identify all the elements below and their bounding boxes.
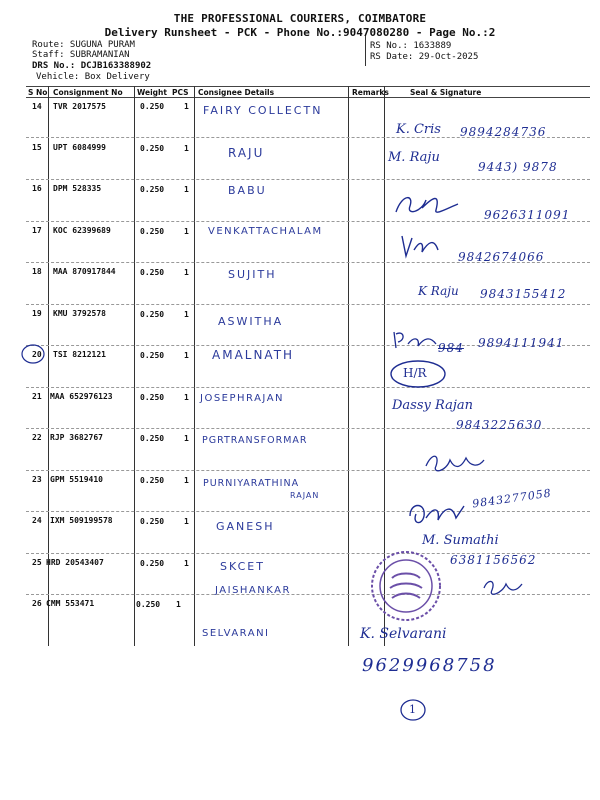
row-pcs: 1 <box>184 227 189 236</box>
col-consignee: Consignee Details <box>198 88 275 97</box>
row-pcs: 1 <box>176 600 181 609</box>
vehicle-label: Vehicle: Box Delivery <box>36 72 150 82</box>
row-pcs: 1 <box>184 310 189 319</box>
row-weight: 0.250 <box>140 517 165 526</box>
signature-row18: K Raju <box>418 284 459 298</box>
page-mark: 1 <box>409 703 417 716</box>
row-sno: 19 <box>32 309 42 318</box>
col-seal-signature: Seal & Signature <box>410 88 482 97</box>
row-pcs: 1 <box>184 434 189 443</box>
row-sno: 17 <box>32 226 42 235</box>
col-pcs: PCS <box>172 88 189 97</box>
row-consignment: DPM 528335 <box>53 184 102 193</box>
sno-circle-mark <box>20 343 46 365</box>
meta-divider <box>365 36 366 66</box>
row-pcs: 1 <box>184 102 189 111</box>
header-bottom-border <box>26 97 590 98</box>
row-consignee: AMALNATH <box>212 348 295 362</box>
row-consignee: PURNIYARATHINA <box>203 478 300 489</box>
row-consignee: GANESH <box>216 520 275 533</box>
col-consignment: Consignment No <box>53 88 123 97</box>
signature-row23 <box>404 496 474 532</box>
row-sno: 18 <box>32 267 42 276</box>
signature-row17 <box>398 230 444 262</box>
route-label: Route: SUGUNA PURAM <box>32 40 135 50</box>
row-weight: 0.250 <box>140 227 165 236</box>
row-sno: 21 <box>32 392 42 401</box>
runsheet-subtitle: Delivery Runsheet - PCK - Phone No.:9047080280 - Page No.:2 <box>104 26 496 39</box>
row-consignment: TVR 2017575 <box>53 102 106 111</box>
phone-row16: 9626311091 <box>484 208 571 222</box>
row-consignee-line2: RAJAN <box>290 491 320 500</box>
row-weight: 0.250 <box>140 268 165 277</box>
row-consignee: SELVARANI <box>202 628 270 639</box>
row-consignee: BABU <box>228 184 267 197</box>
rs-number: RS No.: 1633889 <box>370 41 452 51</box>
row-consignee: SKCET <box>220 560 265 573</box>
row-divider <box>26 179 590 180</box>
row-consignment: IXM 509199578 <box>50 516 113 525</box>
row-pcs: 1 <box>184 144 189 153</box>
phone-row21: 9843225630 <box>456 418 543 432</box>
row-consignment: RJP 3682767 <box>50 433 103 442</box>
phone-row17: 9842674066 <box>458 250 545 264</box>
row-weight: 0.250 <box>140 434 165 443</box>
phone-row24: 6381156562 <box>450 553 537 567</box>
row-weight: 0.250 <box>140 351 165 360</box>
signature-row25 <box>478 572 528 600</box>
row-consignee: JOSEPHRAJAN <box>200 393 285 404</box>
row-weight: 0.250 <box>140 310 165 319</box>
row-pcs: 1 <box>184 517 189 526</box>
col-remarks: Remarks <box>352 88 389 97</box>
row-consignment: KOC 62399689 <box>53 226 111 235</box>
row-consignee: ASWITHA <box>218 315 284 328</box>
row-weight: 0.250 <box>140 185 165 194</box>
row-consignment: KMU 3792578 <box>53 309 106 318</box>
col-sno: S No <box>28 88 48 97</box>
col-weight: Weight <box>137 88 167 97</box>
row-sno: 22 <box>32 433 42 442</box>
row-consignment: HRD 20543407 <box>46 558 104 567</box>
table-top-border <box>26 86 590 87</box>
row-weight: 0.250 <box>140 144 165 153</box>
phone-row15: 9443) 9878 <box>478 160 558 174</box>
company-stamp <box>368 548 444 624</box>
row-sno: 16 <box>32 184 42 193</box>
row-divider <box>26 387 590 388</box>
row-pcs: 1 <box>184 268 189 277</box>
phone-row20: 9894111941 <box>478 336 565 350</box>
signature-row26: K. Selvarani <box>360 626 447 642</box>
row-sno: 20 <box>32 350 42 359</box>
col-divider-3 <box>194 86 195 646</box>
phone-row26: 9629968758 <box>362 655 497 676</box>
row-pcs: 1 <box>184 393 189 402</box>
signature-row21: Dassy Rajan <box>392 398 473 413</box>
row-pcs: 1 <box>184 559 189 568</box>
company-title: THE PROFESSIONAL COURIERS, COIMBATORE <box>173 12 427 25</box>
row-consignee: SUJITH <box>228 268 277 281</box>
row-consignment: MAA 870917844 <box>53 267 116 276</box>
row-divider <box>26 470 590 471</box>
hr-badge-text: H/R <box>403 366 427 380</box>
phone-row18: 9843155412 <box>480 287 567 301</box>
row-sno: 26 <box>32 599 42 608</box>
row-weight: 0.250 <box>140 393 165 402</box>
signature-row16 <box>392 190 472 220</box>
row-sno: 24 <box>32 516 42 525</box>
col-divider-4 <box>348 86 349 646</box>
row-consignment: CMM 553471 <box>46 599 95 608</box>
row-consignment: GPM 5519410 <box>50 475 103 484</box>
signature-row24: M. Sumathi <box>422 533 499 548</box>
row-consignee: RAJU <box>228 146 265 160</box>
row-weight: 0.250 <box>140 476 165 485</box>
phone-row14: 9894284736 <box>460 125 547 139</box>
row-divider <box>26 304 590 305</box>
row-sno: 23 <box>32 475 42 484</box>
row-sno: 14 <box>32 102 42 111</box>
row-consignee-line2: JAISHANKAR <box>215 585 291 596</box>
signature-row20 <box>390 328 440 354</box>
row-pcs: 1 <box>184 185 189 194</box>
row-consignment: TSI 8212121 <box>53 350 106 359</box>
staff-label: Staff: SUBRAMANIAN <box>32 50 130 60</box>
row-consignee: PGRTRANSFORMAR <box>202 435 308 446</box>
row-pcs: 1 <box>184 351 189 360</box>
signature-row22 <box>420 448 490 476</box>
row-sno: 25 <box>32 558 42 567</box>
row-weight: 0.250 <box>140 102 165 111</box>
row-weight: 0.250 <box>140 559 165 568</box>
row-weight: 0.250 <box>136 600 161 609</box>
struck-digits: 984 <box>438 341 464 355</box>
row-divider <box>26 511 590 512</box>
row-sno: 15 <box>32 143 42 152</box>
signature-row14: K. Cris <box>396 122 441 137</box>
row-consignment: MAA 652976123 <box>50 392 113 401</box>
signature-row15: M. Raju <box>388 150 440 165</box>
row-consignment: UPT 6084999 <box>53 143 106 152</box>
drs-number: DRS No.: DCJB163388902 <box>32 61 152 71</box>
phone-row23: 9843277058 <box>471 486 553 511</box>
rs-date: RS Date: 29-Oct-2025 <box>370 52 479 62</box>
row-consignee: VENKATTACHALAM <box>208 226 323 237</box>
col-divider-2 <box>134 86 135 646</box>
row-consignee: FAIRY COLLECTN <box>203 104 323 117</box>
row-pcs: 1 <box>184 476 189 485</box>
